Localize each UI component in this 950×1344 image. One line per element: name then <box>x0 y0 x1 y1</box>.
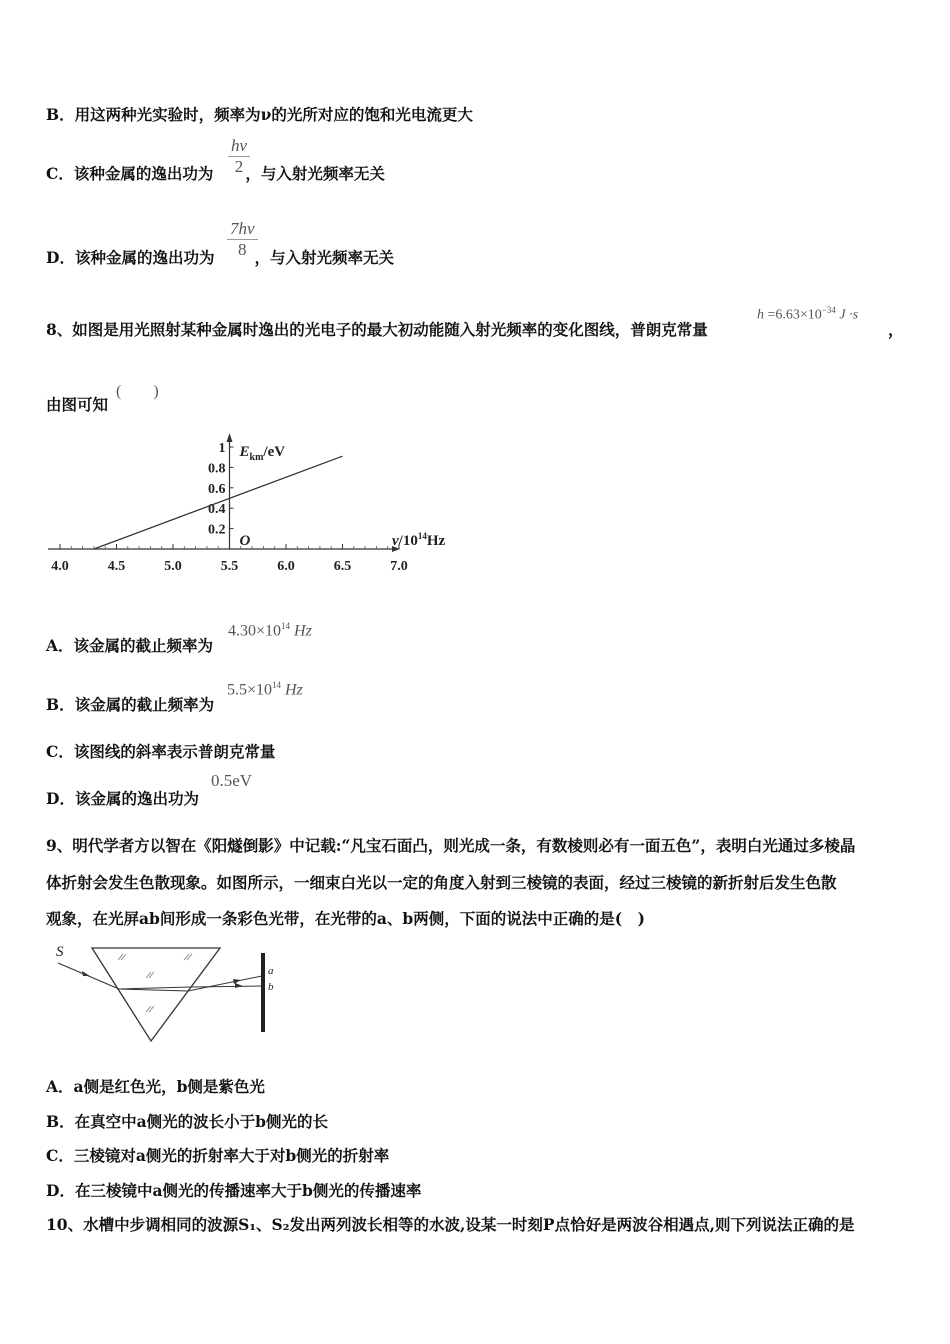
y-tick-label: 0.2 <box>208 522 226 538</box>
q7-option-c-fraction <box>228 136 250 177</box>
q8-stem-comma: ， <box>888 320 904 339</box>
x-tick-label: 6.0 <box>277 559 295 574</box>
q9-option-a: A．a侧是红色光，b侧是紫色光 <box>46 1077 265 1096</box>
answer-parentheses: ( ) <box>116 383 159 400</box>
q7-option-d-text: D．该种金属的逸出功为 <box>46 248 215 267</box>
y-axis-arrow <box>227 433 233 442</box>
exit-ray-a-arrow <box>233 979 241 984</box>
y-tick-label: 1 <box>218 441 226 456</box>
exit-ray-b <box>191 986 262 987</box>
planck-constant-formula: $h =6.63\times 10^{-34}$ J ·s <box>757 305 859 323</box>
x-axis-label: $\nu/10^{14}Hz$ <box>392 531 446 549</box>
q8-stem-2: 由图可知 <box>46 395 109 414</box>
q9-stem-line-3: 观象，在光屏ab间形成一条彩色光带，在光带的a、b两侧，下面的说法中正确的是( ) <box>46 909 645 928</box>
x-tick-label: 5.0 <box>164 559 182 574</box>
q7-option-d-fraction <box>227 219 258 260</box>
prism <box>92 948 220 1041</box>
photoelectric-chart <box>40 430 480 600</box>
light-screen <box>261 953 265 1032</box>
incident-ray-arrow <box>82 971 90 976</box>
q7-option-d-suffix: ，与入射光频率无关 <box>254 248 394 267</box>
q9-stem-line-2: 体折射会发生色散现象。如图所示，一细束白光以一定的角度入射到三棱镜的表面，经过三棱镜的新折射后发生色散 <box>46 873 837 892</box>
q9-option-b: B．在真空中a侧光的波长小于b侧光的长 <box>46 1112 328 1131</box>
fraction-denominator: 2 <box>234 157 244 176</box>
exit-ray-a <box>188 976 262 991</box>
prism-hatch-marks <box>118 954 192 1012</box>
q7-option-c-suffix: ，与入射光频率无关 <box>245 164 385 183</box>
q9-stem-line-1: 9、明代学者方以智在《阳燧倒影》中记载:“凡宝石面凸，则光成一条，有数棱则必有一面五色”，表明白光通过多棱晶 <box>46 836 856 855</box>
fraction-numerator: hν <box>231 136 248 155</box>
q8-option-c: C．该图线的斜率表示普朗克常量 <box>46 742 276 761</box>
x-tick-label: 5.5 <box>220 559 239 574</box>
prism-figure <box>46 938 286 1048</box>
q8-option-d-formula: 0.5eV <box>211 771 253 790</box>
q7-option-c-text: C．该种金属的逸出功为 <box>46 164 214 183</box>
q8-stem: 8、如图是用光照射某种金属时逸出的光电子的最大初动能随入射光频率的变化图线，普朗克常量 <box>46 320 708 339</box>
q8-option-a: A．该金属的截止频率为 <box>46 636 214 655</box>
exit-ray-b-arrow <box>235 983 243 988</box>
q8-option-b-formula: $5.5\times 10^{14}$ Hz <box>227 680 303 699</box>
q10-stem: 10、水槽中步调相同的波源S₁、S₂发出两列波长相等的水波,设某一时刻P点恰好是两波谷相遇点,则下列说法正确的是 <box>46 1215 855 1234</box>
internal-ray-b <box>119 987 191 989</box>
x-tick-label: 6.5 <box>333 559 352 574</box>
x-tick-label: 7.0 <box>390 559 408 574</box>
q8-option-b: B．该金属的截止频率为 <box>46 695 215 714</box>
y-tick-label: 0.6 <box>208 481 226 497</box>
y-axis-label: $E_{km}/eV$ <box>239 444 286 463</box>
fraction-numerator: 7hν <box>230 219 255 238</box>
label-a: a <box>268 965 274 977</box>
q8-option-a-formula: $4.30\times 10^{14}$ Hz <box>228 621 312 640</box>
label-s: S <box>56 944 64 960</box>
label-b: b <box>268 981 274 993</box>
q8-option-d: D．该金属的逸出功为 <box>46 789 199 808</box>
q7-option-c <box>46 162 385 184</box>
q7-option-b: B．用这两种光实验时，频率为ν的光所对应的饱和光电流更大 <box>46 105 473 124</box>
x-tick-label: 4.5 <box>107 559 126 574</box>
q7-option-d <box>46 246 394 268</box>
q9-option-c: C．三棱镜对a侧光的折射率大于对b侧光的折射率 <box>46 1146 390 1165</box>
fraction-denominator: 8 <box>238 240 247 259</box>
x-tick-label: 4.0 <box>51 559 69 574</box>
y-tick-label: 0.8 <box>208 461 226 477</box>
origin-label: O <box>239 533 251 549</box>
y-tick-label: 0.4 <box>208 502 226 518</box>
internal-ray-a <box>119 989 188 991</box>
q9-option-d: D．在三棱镜中a侧光的传播速率大于b侧光的传播速率 <box>46 1181 422 1200</box>
